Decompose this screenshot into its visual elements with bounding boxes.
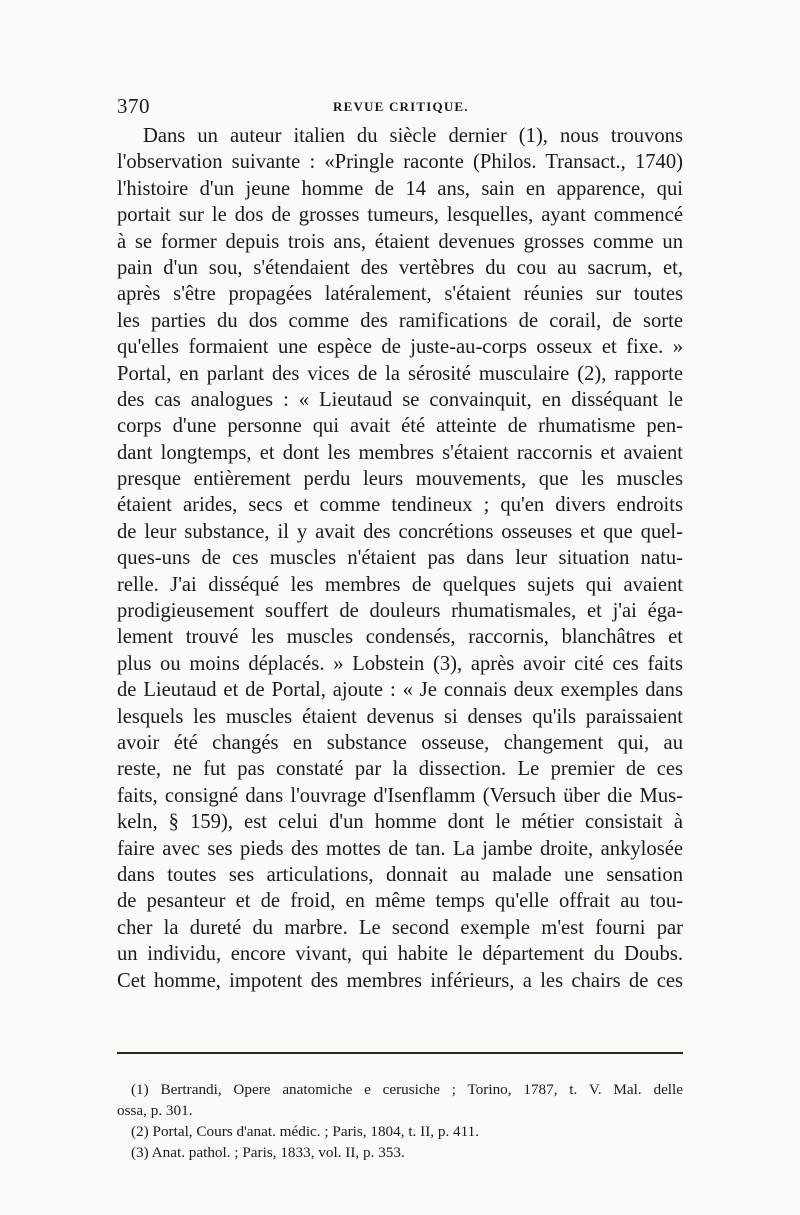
- footnote-line: (3) Anat. pathol. ; Paris, 1833, vol. II, p. 353.: [131, 1144, 405, 1161]
- footnotes: [117, 1079, 683, 1163]
- body-line: reste, ne fut pas constaté par la dissection. Le premier de ces: [117, 758, 683, 781]
- body-line: des cas analogues : « Lieutaud se convainquit, en disséquant le: [117, 388, 683, 411]
- body-line: relle. J'ai disséqué les membres de quelques sujets qui avaient: [117, 573, 683, 596]
- body-line: après s'être propagées latéralement, s'étaient réunies sur toutes: [117, 283, 683, 306]
- body-line: Dans un auteur italien du siècle dernier (1), nous trouvons: [143, 125, 683, 147]
- body-line: lement trouvé les muscles condensés, raccornis, blanchâtres et: [117, 626, 683, 649]
- footnote-line: (1) Bertrandi, Opere anatomiche e cerusiche ; Torino, 1787, t. V. Mal. delle: [131, 1081, 683, 1098]
- body-line: l'histoire d'un jeune homme de 14 ans, sain en apparence, qui: [117, 177, 683, 200]
- body-line: de pesanteur et de froid, en même temps qu'elle offrait au tou-: [117, 890, 683, 913]
- page-header: [117, 94, 683, 118]
- running-head: REVUE CRITIQUE.: [333, 99, 469, 114]
- body-line: ques-uns de ces muscles n'étaient pas dans leur situation natu-: [117, 547, 683, 570]
- body-line: de leur substance, il y avait des concrétions osseuses et que quel-: [117, 520, 683, 543]
- body-line: portait sur le dos de grosses tumeurs, lesquelles, ayant commencé: [117, 204, 683, 227]
- body-line: pain d'un sou, s'étendaient des vertèbres du cou au sacrum, et,: [117, 256, 683, 279]
- body-line: lesquels les muscles étaient devenus si denses qu'ils paraissaient: [117, 705, 683, 728]
- body-line: dans toutes ses articulations, donnait au malade une sensation: [117, 863, 683, 886]
- body-line: faits, consigné dans l'ouvrage d'Isenflamm (Versuch über die Mus-: [117, 784, 683, 807]
- body-line: corps d'une personne qui avait été atteinte de rhumatisme pen-: [117, 415, 683, 438]
- body-line: Cet homme, impotent des membres inférieurs, a les chairs de ces: [117, 969, 683, 992]
- body-line: de Lieutaud et de Portal, ajoute : « Je connais deux exemples dans: [117, 679, 683, 702]
- body-line: avoir été changés en substance osseuse, changement qui, au: [117, 731, 683, 754]
- page-number: 370: [117, 94, 150, 118]
- body-line: à se former depuis trois ans, étaient devenues grosses comme un: [117, 230, 683, 253]
- body-line: dant longtemps, et dont les membres s'étaient raccornis et avaient: [117, 441, 683, 464]
- body-line: Portal, en parlant des vices de la sérosité musculaire (2), rapporte: [117, 362, 683, 385]
- body-line: plus ou moins déplacés. » Lobstein (3), après avoir cité ces faits: [117, 652, 683, 675]
- body-line: étaient arides, secs et comme tendineux ; qu'en divers endroits: [117, 494, 683, 517]
- body-line: l'observation suivante : «Pringle raconte (Philos. Transact., 1740): [117, 151, 683, 174]
- body-line: les parties du dos comme des ramifications de corail, de sorte: [117, 309, 683, 332]
- footnote-line: (2) Portal, Cours d'anat. médic. ; Paris, 1804, t. II, p. 411.: [131, 1123, 480, 1140]
- body-text: [117, 123, 683, 994]
- body-line: qu'elles formaient une espèce de juste-au-corps osseux et fixe. »: [117, 336, 683, 359]
- body-line: presque entièrement perdu leurs mouvements, que les muscles: [117, 468, 683, 491]
- footnote-rule: [117, 1052, 683, 1054]
- body-line: prodigieusement souffert de douleurs rhumatismales, et j'ai éga-: [117, 600, 683, 623]
- body-line: un individu, encore vivant, qui habite le département du Doubs.: [117, 943, 683, 966]
- body-line: cher la dureté du marbre. Le second exemple m'est fourni par: [117, 916, 683, 939]
- body-line: faire avec ses pieds des mottes de tan. La jambe droite, ankylosée: [117, 837, 683, 860]
- footnote-line: ossa, p. 301.: [117, 1102, 193, 1119]
- body-line: keln, § 159), est celui d'un homme dont le métier consistait à: [117, 811, 683, 834]
